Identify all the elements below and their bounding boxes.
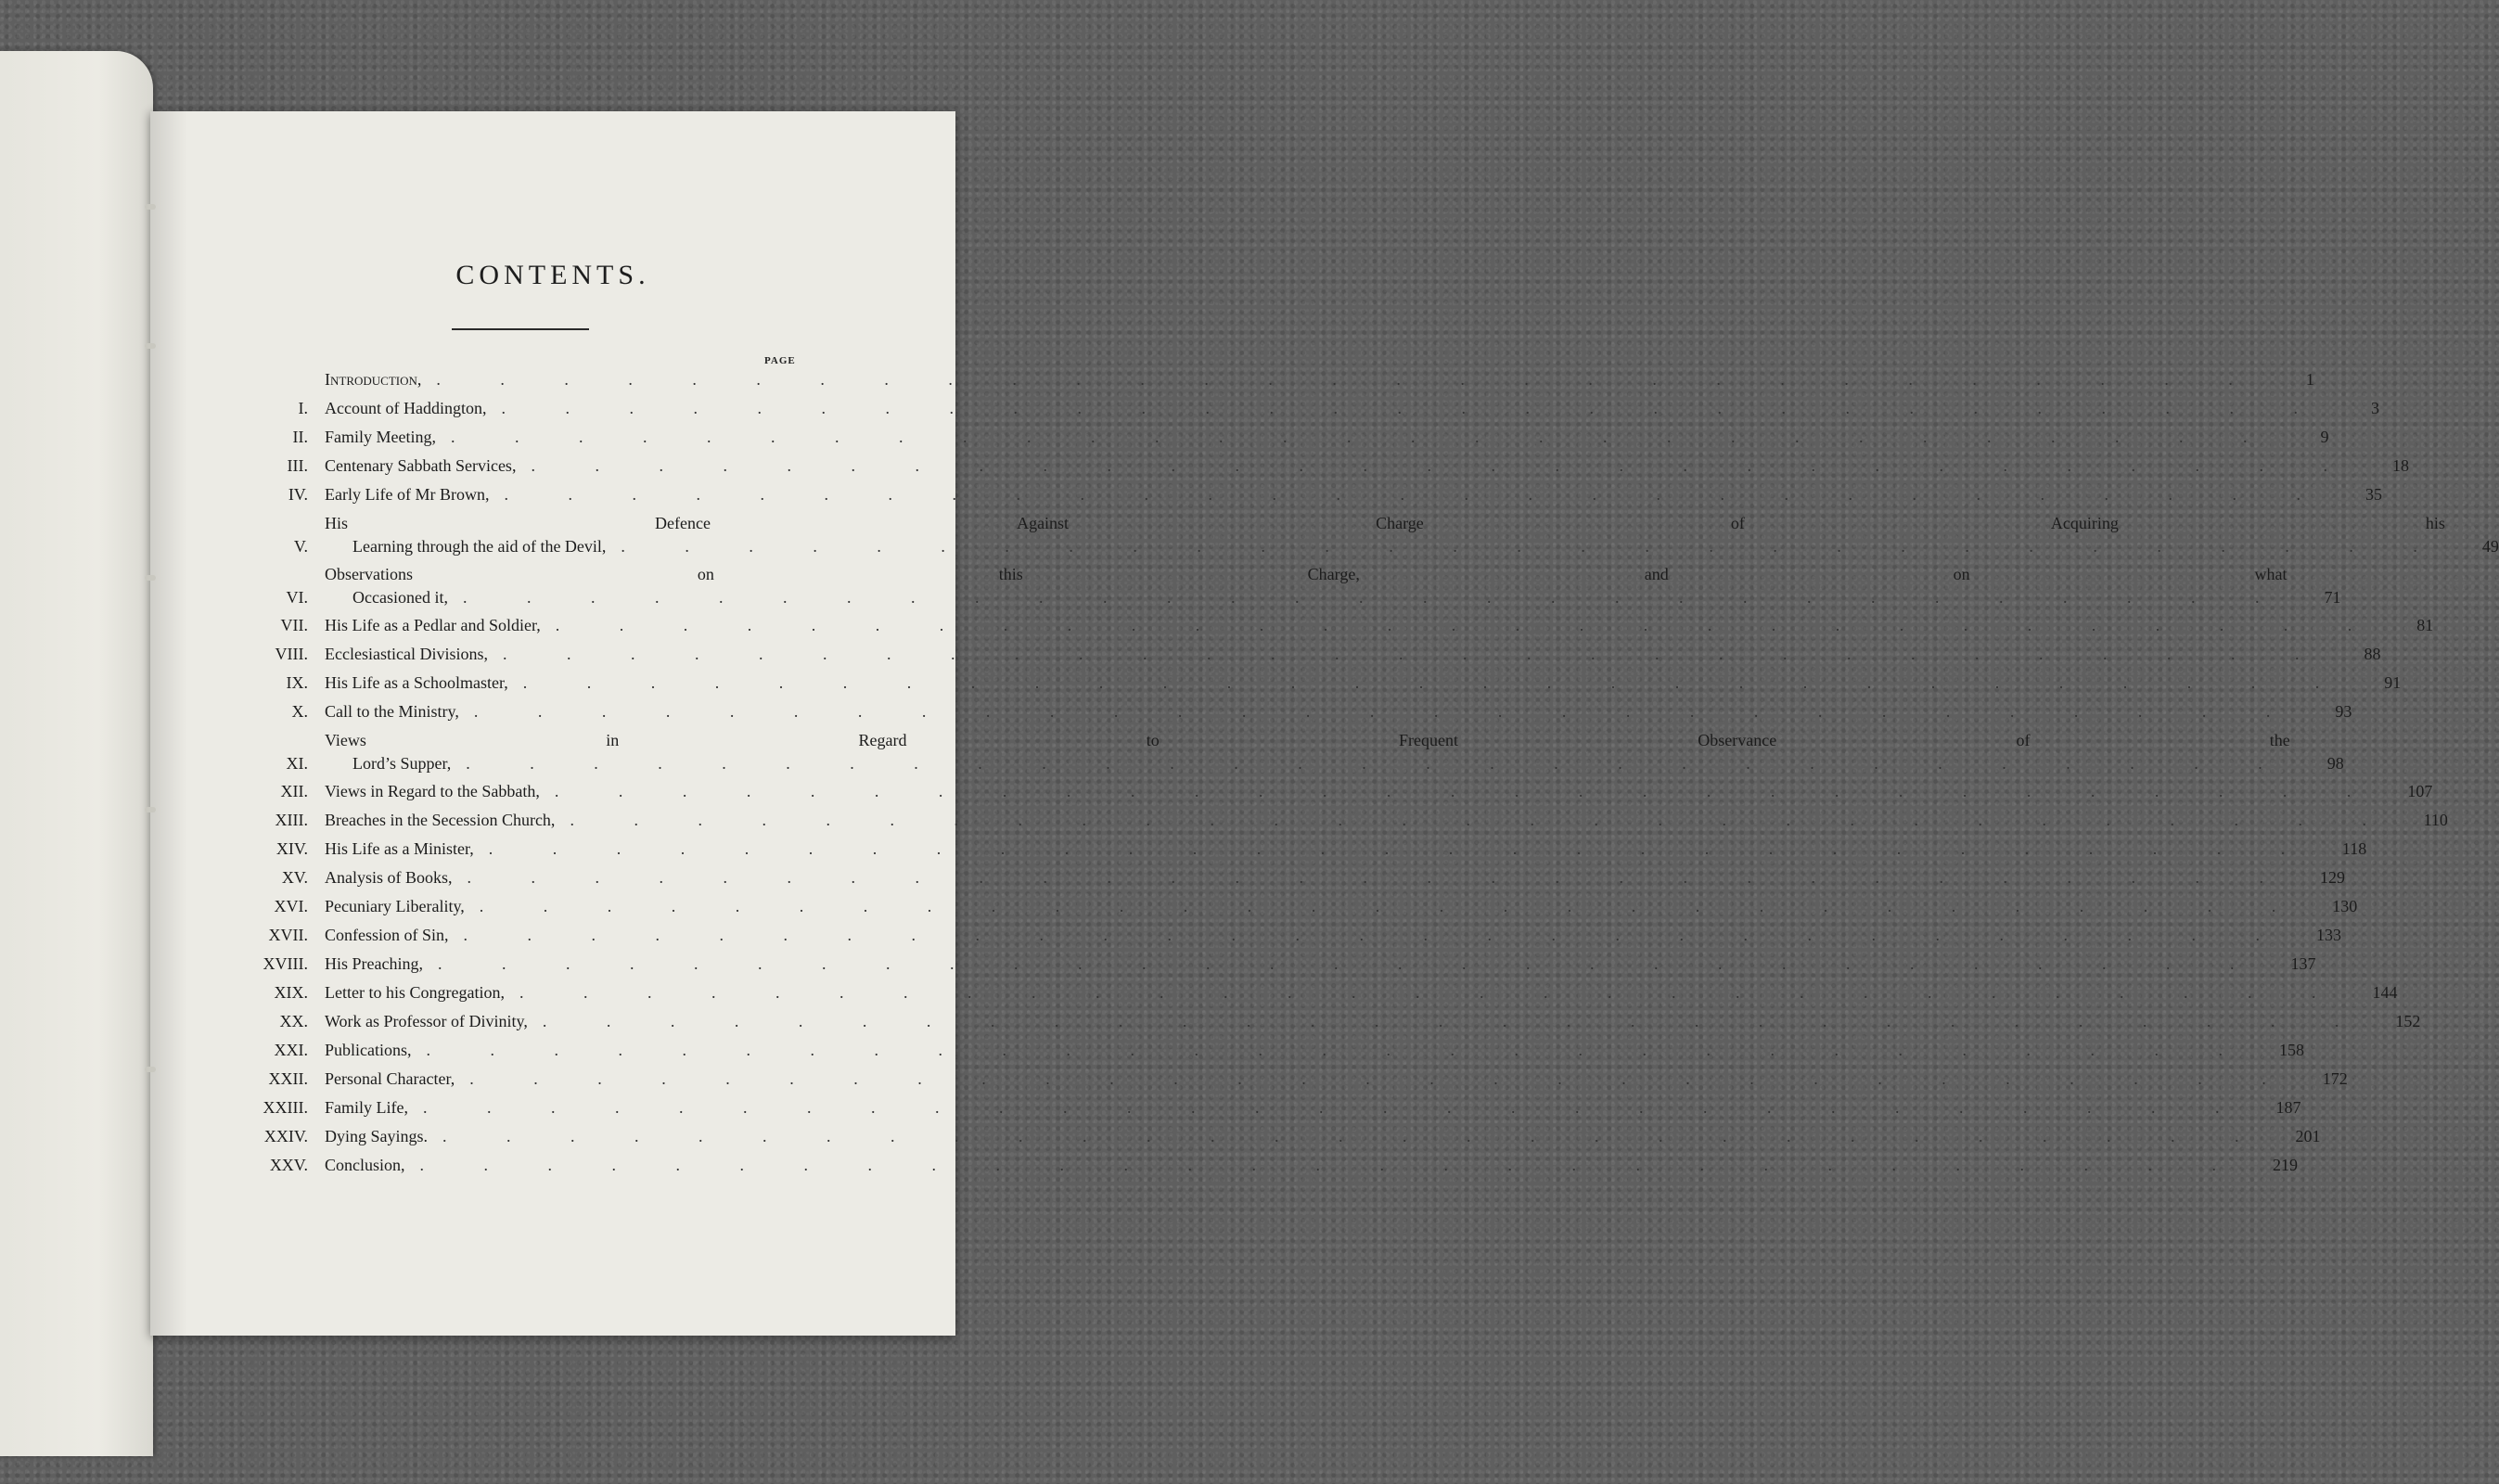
chapter-title: Breaches in the Secession Church, . . . — [325, 810, 2394, 830]
chapter-title — [325, 730, 2290, 774]
dot-leader — [489, 484, 2328, 505]
chapter-numeral: VIII. — [275, 645, 308, 663]
chapter-title-line2: Learning through the aid of the Devil, . . . — [325, 536, 2445, 556]
toc-entry — [243, 672, 2402, 693]
chapter-title: Account of Haddington, . . . — [325, 398, 2326, 418]
toc-entry — [243, 398, 2379, 418]
chapter-numeral: V. — [293, 537, 308, 556]
binding-stitch — [145, 575, 156, 581]
dot-leader — [505, 982, 2344, 1003]
chapter-title: Conclusion, . . . — [325, 1155, 2244, 1175]
chapter-title: Dying Sayings. . . . — [325, 1126, 2267, 1146]
chapter-numeral: XV. — [281, 868, 308, 887]
chapter-title: Work as Professor of Divinity, . . . — [325, 1011, 2366, 1031]
page-number: 18 — [2391, 456, 2409, 475]
chapter-title-line1: Observations on this Charge, and on what — [325, 565, 2288, 583]
dot-leader — [408, 1097, 2248, 1118]
dot-leader — [474, 838, 2313, 859]
page-number: 187 — [2275, 1098, 2301, 1117]
dot-leader — [528, 1011, 2367, 1031]
chapter-numeral: XVIII. — [263, 954, 308, 973]
binding-stitch — [145, 807, 156, 812]
page-number: 9 — [2320, 428, 2329, 446]
chapter-numeral: IX. — [286, 673, 308, 692]
page-number: 152 — [2395, 1012, 2421, 1030]
page-number: 129 — [2320, 868, 2346, 887]
toc-entry — [243, 982, 2398, 1003]
chapter-title: Ecclesiastical Divisions, . . . — [325, 644, 2326, 664]
chapter-title: Family Meeting, . . . — [325, 427, 2275, 447]
chapter-numeral: VII. — [280, 616, 308, 634]
chapter-numeral: XXII. — [268, 1069, 308, 1088]
dot-leader — [555, 810, 2394, 830]
chapter-numeral: I. — [298, 399, 308, 417]
toc-entry — [243, 644, 2381, 664]
toc-entry — [243, 615, 2434, 635]
toc-entry — [243, 1155, 2299, 1175]
gutter-shadow — [150, 111, 187, 1336]
chapter-numeral: XXIV. — [263, 1127, 308, 1145]
toc-entry — [243, 1068, 2348, 1089]
dot-leader — [448, 587, 2288, 608]
chapter-numeral: VI. — [286, 588, 308, 607]
chapter-title-line2: Lord’s Supper, . . . — [325, 753, 2290, 774]
toc-entry — [243, 701, 2352, 722]
table-of-contents — [243, 369, 2499, 1183]
page-number: 35 — [2364, 485, 2382, 504]
page-number: 107 — [2407, 782, 2433, 800]
page-number: 172 — [2322, 1069, 2348, 1088]
page-number: 71 — [2324, 588, 2341, 607]
chapter-title-line1: Views in Regard to Frequent Observance of the — [325, 731, 2290, 749]
page-number: 144 — [2372, 983, 2398, 1002]
chapter-title: Introduction, . . . — [325, 369, 2261, 390]
chapter-numeral: XII. — [280, 782, 308, 800]
dot-leader — [459, 701, 2299, 722]
page-number: 133 — [2316, 926, 2342, 944]
page-number: 110 — [2423, 811, 2448, 829]
chapter-title: Personal Character, . . . — [325, 1068, 2294, 1089]
toc-entry — [243, 455, 2409, 476]
chapter-title-line1: His Defence Against Charge of Acquiring his — [325, 514, 2445, 532]
page-number: 130 — [2332, 897, 2358, 915]
dot-leader — [541, 615, 2380, 635]
chapter-numeral: II. — [292, 428, 308, 446]
chapter-title-line2: Occasioned it, . . . — [325, 587, 2287, 608]
dot-leader — [465, 896, 2304, 916]
toc-entry — [243, 838, 2367, 859]
chapter-numeral: XXI. — [274, 1041, 308, 1059]
page-number: 93 — [2335, 702, 2352, 721]
dot-leader — [516, 455, 2355, 476]
dot-leader — [451, 753, 2290, 774]
toc-entry — [243, 564, 2341, 608]
page-number: 158 — [2279, 1041, 2304, 1059]
chapter-numeral: XVI. — [274, 897, 308, 915]
chapter-numeral: XXIII. — [263, 1098, 308, 1117]
toc-entry — [243, 925, 2342, 945]
chapter-title: Early Life of Mr Brown, . . . — [325, 484, 2328, 505]
dot-leader — [540, 781, 2379, 801]
contents-page — [150, 111, 2499, 1336]
toc-entry — [243, 867, 2346, 888]
toc-entry — [243, 730, 2344, 774]
dot-leader — [488, 644, 2327, 664]
page-number: 88 — [2364, 645, 2381, 663]
binding-stitch — [145, 343, 156, 349]
chapter-numeral: XX. — [279, 1012, 308, 1030]
dot-leader — [455, 1068, 2294, 1089]
dot-leader — [453, 867, 2292, 888]
chapter-title — [325, 513, 2445, 556]
toc-entry — [243, 1097, 2301, 1118]
toc-entry — [243, 1126, 2321, 1146]
chapter-numeral: X. — [291, 702, 308, 721]
chapter-title — [325, 564, 2287, 608]
page-number: 1 — [2305, 370, 2314, 389]
title-rule — [452, 328, 589, 330]
chapter-title: Views in Regard to the Sabbath, . . . — [325, 781, 2378, 801]
page-number: 91 — [2384, 673, 2402, 692]
dot-leader — [436, 427, 2275, 447]
page-number: 118 — [2341, 839, 2367, 858]
chapter-title: His Preaching, . . . — [325, 953, 2262, 974]
chapter-title: Centenary Sabbath Services, . . . — [325, 455, 2355, 476]
chapter-title: Confession of Sin, . . . — [325, 925, 2288, 945]
binding-stitch — [145, 1067, 156, 1072]
chapter-numeral: IV. — [288, 485, 308, 504]
page-number: 3 — [2370, 399, 2379, 417]
facing-page — [0, 51, 153, 1456]
chapter-title: Analysis of Books, . . . — [325, 867, 2291, 888]
page-number: 201 — [2295, 1127, 2321, 1145]
toc-entry — [243, 810, 2448, 830]
toc-entry — [243, 484, 2382, 505]
page-number: 98 — [2326, 754, 2344, 773]
chapter-numeral: XIV. — [276, 839, 308, 858]
dot-leader — [423, 953, 2262, 974]
page-number: 137 — [2290, 954, 2316, 973]
chapter-numeral: XI. — [286, 754, 308, 773]
dot-leader — [449, 925, 2288, 945]
page-number: 49 — [2481, 537, 2499, 556]
dot-leader — [421, 369, 2261, 390]
toc-entry — [243, 896, 2358, 916]
dot-leader — [508, 672, 2348, 693]
dot-leader — [428, 1126, 2267, 1146]
chapter-numeral: XXV. — [269, 1156, 308, 1174]
binding-stitch — [145, 204, 156, 210]
toc-entry — [243, 513, 2499, 556]
dot-leader — [606, 536, 2445, 556]
toc-entry — [243, 369, 2314, 390]
dot-leader — [412, 1040, 2251, 1060]
page-title: CONTENTS. — [455, 260, 650, 290]
toc-entry — [243, 781, 2433, 801]
chapter-numeral: XIII. — [275, 811, 308, 829]
toc-entry — [243, 953, 2316, 974]
chapter-title: His Life as a Pedlar and Soldier, . . . — [325, 615, 2379, 635]
toc-entry — [243, 1011, 2421, 1031]
chapter-title: His Life as a Minister, . . . — [325, 838, 2313, 859]
dot-leader — [405, 1155, 2245, 1175]
chapter-numeral: XIX. — [274, 983, 308, 1002]
chapter-title: Letter to his Congregation, . . . — [325, 982, 2343, 1003]
page-number: 81 — [2416, 616, 2434, 634]
toc-entry — [243, 427, 2329, 447]
chapter-numeral: III. — [287, 456, 308, 475]
chapter-title: Family Life, . . . — [325, 1097, 2247, 1118]
page-number: 219 — [2273, 1156, 2299, 1174]
chapter-numeral: XVII. — [268, 926, 308, 944]
chapter-title: His Life as a Schoolmaster, . . . — [325, 672, 2347, 693]
chapter-title: Pecuniary Liberality, . . . — [325, 896, 2303, 916]
toc-entry — [243, 1040, 2304, 1060]
chapter-title: Publications, . . . — [325, 1040, 2250, 1060]
page-column-label: PAGE — [764, 355, 796, 366]
chapter-title: Call to the Ministry, . . . — [325, 701, 2298, 722]
dot-leader — [486, 398, 2326, 418]
